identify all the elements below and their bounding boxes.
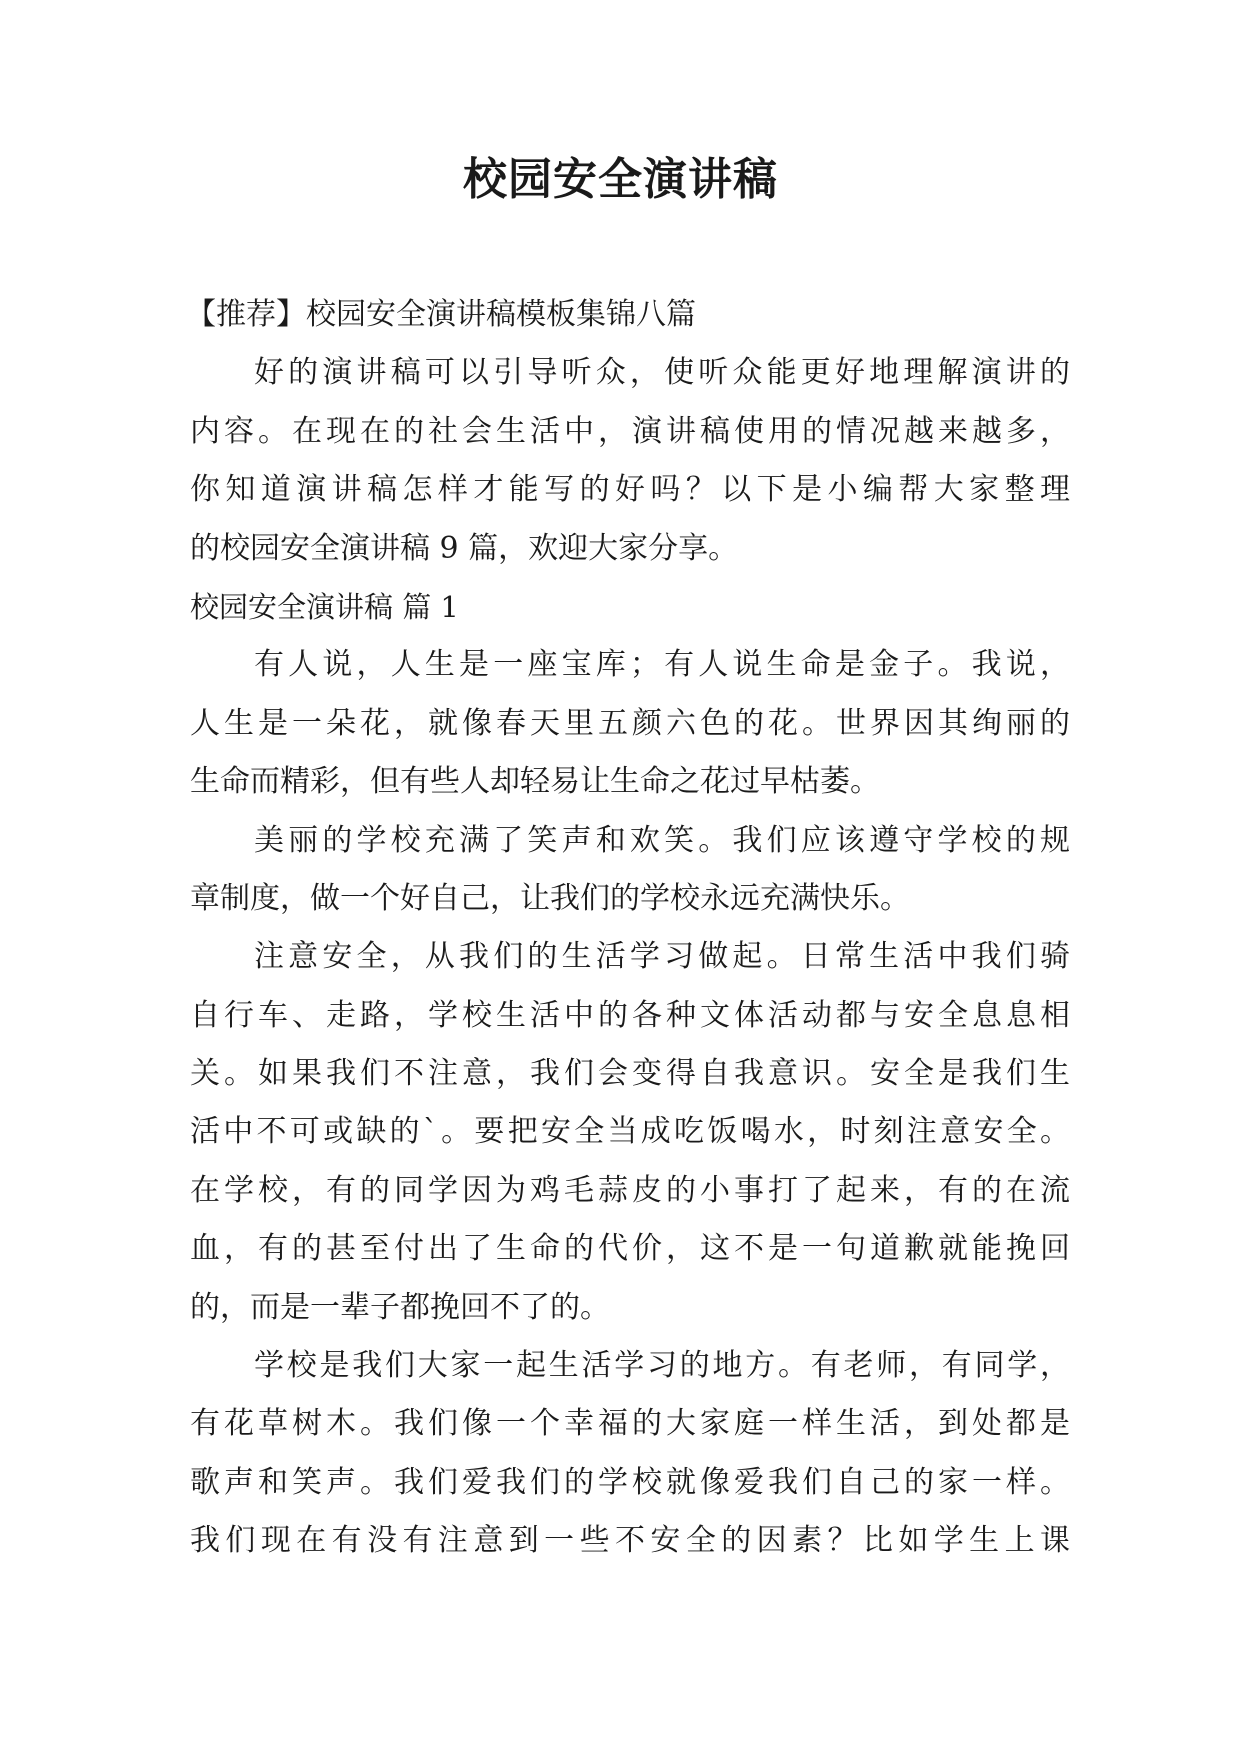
paragraph-line: 有人说，人生是一座宝库；有人说生命是金子。我说，	[254, 647, 1070, 683]
paragraph-line: 关。如果我们不注意，我们会变得自我意识。安全是我们生	[190, 1056, 1070, 1092]
paragraph-line: 学校是我们大家一起生活学习的地方。有老师，有同学，	[254, 1348, 1070, 1384]
paragraph-line: 美丽的学校充满了笑声和欢笑。我们应该遵守学校的规	[254, 822, 1070, 858]
paragraph-line: 在学校，有的同学因为鸡毛蒜皮的小事打了起来，有的在流	[190, 1172, 1070, 1208]
paragraph-line: 有花草树木。我们像一个幸福的大家庭一样生活，到处都是	[190, 1406, 1070, 1442]
section-heading: 校园安全演讲稿 篇 1	[190, 589, 459, 624]
document-title: 校园安全演讲稿	[463, 154, 778, 205]
paragraph-line: 活中不可或缺的`。要把安全当成吃饭喝水，时刻注意安全。	[190, 1114, 1070, 1150]
intro-paragraph-line: 内容。在现在的社会生活中，演讲稿使用的情况越来越多，	[190, 413, 1070, 449]
paragraph-line: 我们现在有没有注意到一些不安全的因素？比如学生上课	[190, 1523, 1070, 1559]
paragraph-line: 注意安全，从我们的生活学习做起。日常生活中我们骑	[254, 939, 1070, 975]
paragraph-line: 生命而精彩，但有些人却轻易让生命之花过早枯萎。	[190, 764, 880, 800]
paragraph-line: 章制度，做一个好自己，让我们的学校永远充满快乐。	[190, 880, 910, 916]
intro-paragraph-line: 的校园安全演讲稿 9 篇，欢迎大家分享。	[190, 530, 739, 566]
intro-paragraph-line: 你知道演讲稿怎样才能写的好吗？以下是小编帮大家整理	[190, 472, 1070, 508]
paragraph-line: 人生是一朵花，就像春天里五颜六色的花。世界因其绚丽的	[190, 705, 1070, 741]
paragraph-line: 自行车、走路，学校生活中的各种文体活动都与安全息息相	[190, 997, 1070, 1033]
paragraph-line: 的，而是一辈子都挽回不了的。	[190, 1289, 610, 1325]
paragraph-line: 血，有的甚至付出了生命的代价，这不是一句道歉就能挽回	[190, 1231, 1070, 1267]
recommendation-line: 【推荐】校园安全演讲稿模板集锦八篇	[186, 297, 696, 332]
document-body	[186, 286, 1070, 1571]
intro-paragraph-line: 好的演讲稿可以引导听众，使听众能更好地理解演讲的	[254, 355, 1070, 391]
paragraph-line: 歌声和笑声。我们爱我们的学校就像爱我们自己的家一样。	[190, 1464, 1070, 1500]
